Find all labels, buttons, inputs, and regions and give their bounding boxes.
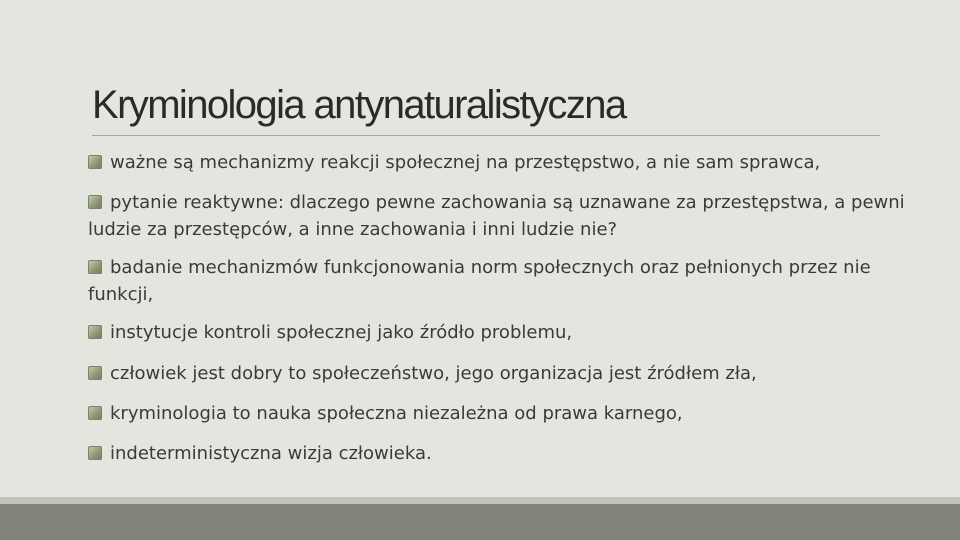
bullet-text: indeterministyczna wizja człowieka. [110, 443, 432, 464]
bullet-item [88, 440, 938, 467]
bullet-text: ważne są mechanizmy reakcji społecznej na przestępstwo, a nie sam sprawca, [110, 152, 821, 173]
bullet-item [88, 189, 938, 243]
checkbox-square-icon [88, 366, 102, 380]
checkbox-square-icon [88, 155, 102, 169]
bullet-item [88, 360, 938, 387]
footer-band [0, 504, 960, 540]
slide-title: Kryminologia antynaturalistyczna [92, 83, 626, 127]
bullet-item [88, 254, 938, 308]
bullet-text: człowiek jest dobry to społeczeństwo, jego organizacja jest źródłem zła, [110, 363, 757, 384]
title-divider [92, 135, 880, 136]
bullet-text: pytanie reaktywne: dlaczego pewne zachowania są uznawane za przestępstwa, a pewni ludzie za przestępców, a inne zachowania i inni ludzie nie? [88, 192, 905, 240]
bullet-text: kryminologia to nauka społeczna niezależna od prawa karnego, [110, 403, 683, 424]
checkbox-square-icon [88, 446, 102, 460]
bullet-item [88, 149, 938, 176]
bullet-text: badanie mechanizmów funkcjonowania norm społecznych oraz pełnionych przez nie funkcji, [88, 257, 871, 305]
bullet-text: instytucje kontroli społecznej jako źródło problemu, [110, 322, 573, 343]
checkbox-square-icon [88, 406, 102, 420]
bullet-item [88, 400, 938, 427]
checkbox-square-icon [88, 195, 102, 209]
bullet-item [88, 319, 938, 346]
checkbox-square-icon [88, 260, 102, 274]
checkbox-square-icon [88, 325, 102, 339]
footer-stripe-light [0, 497, 960, 504]
